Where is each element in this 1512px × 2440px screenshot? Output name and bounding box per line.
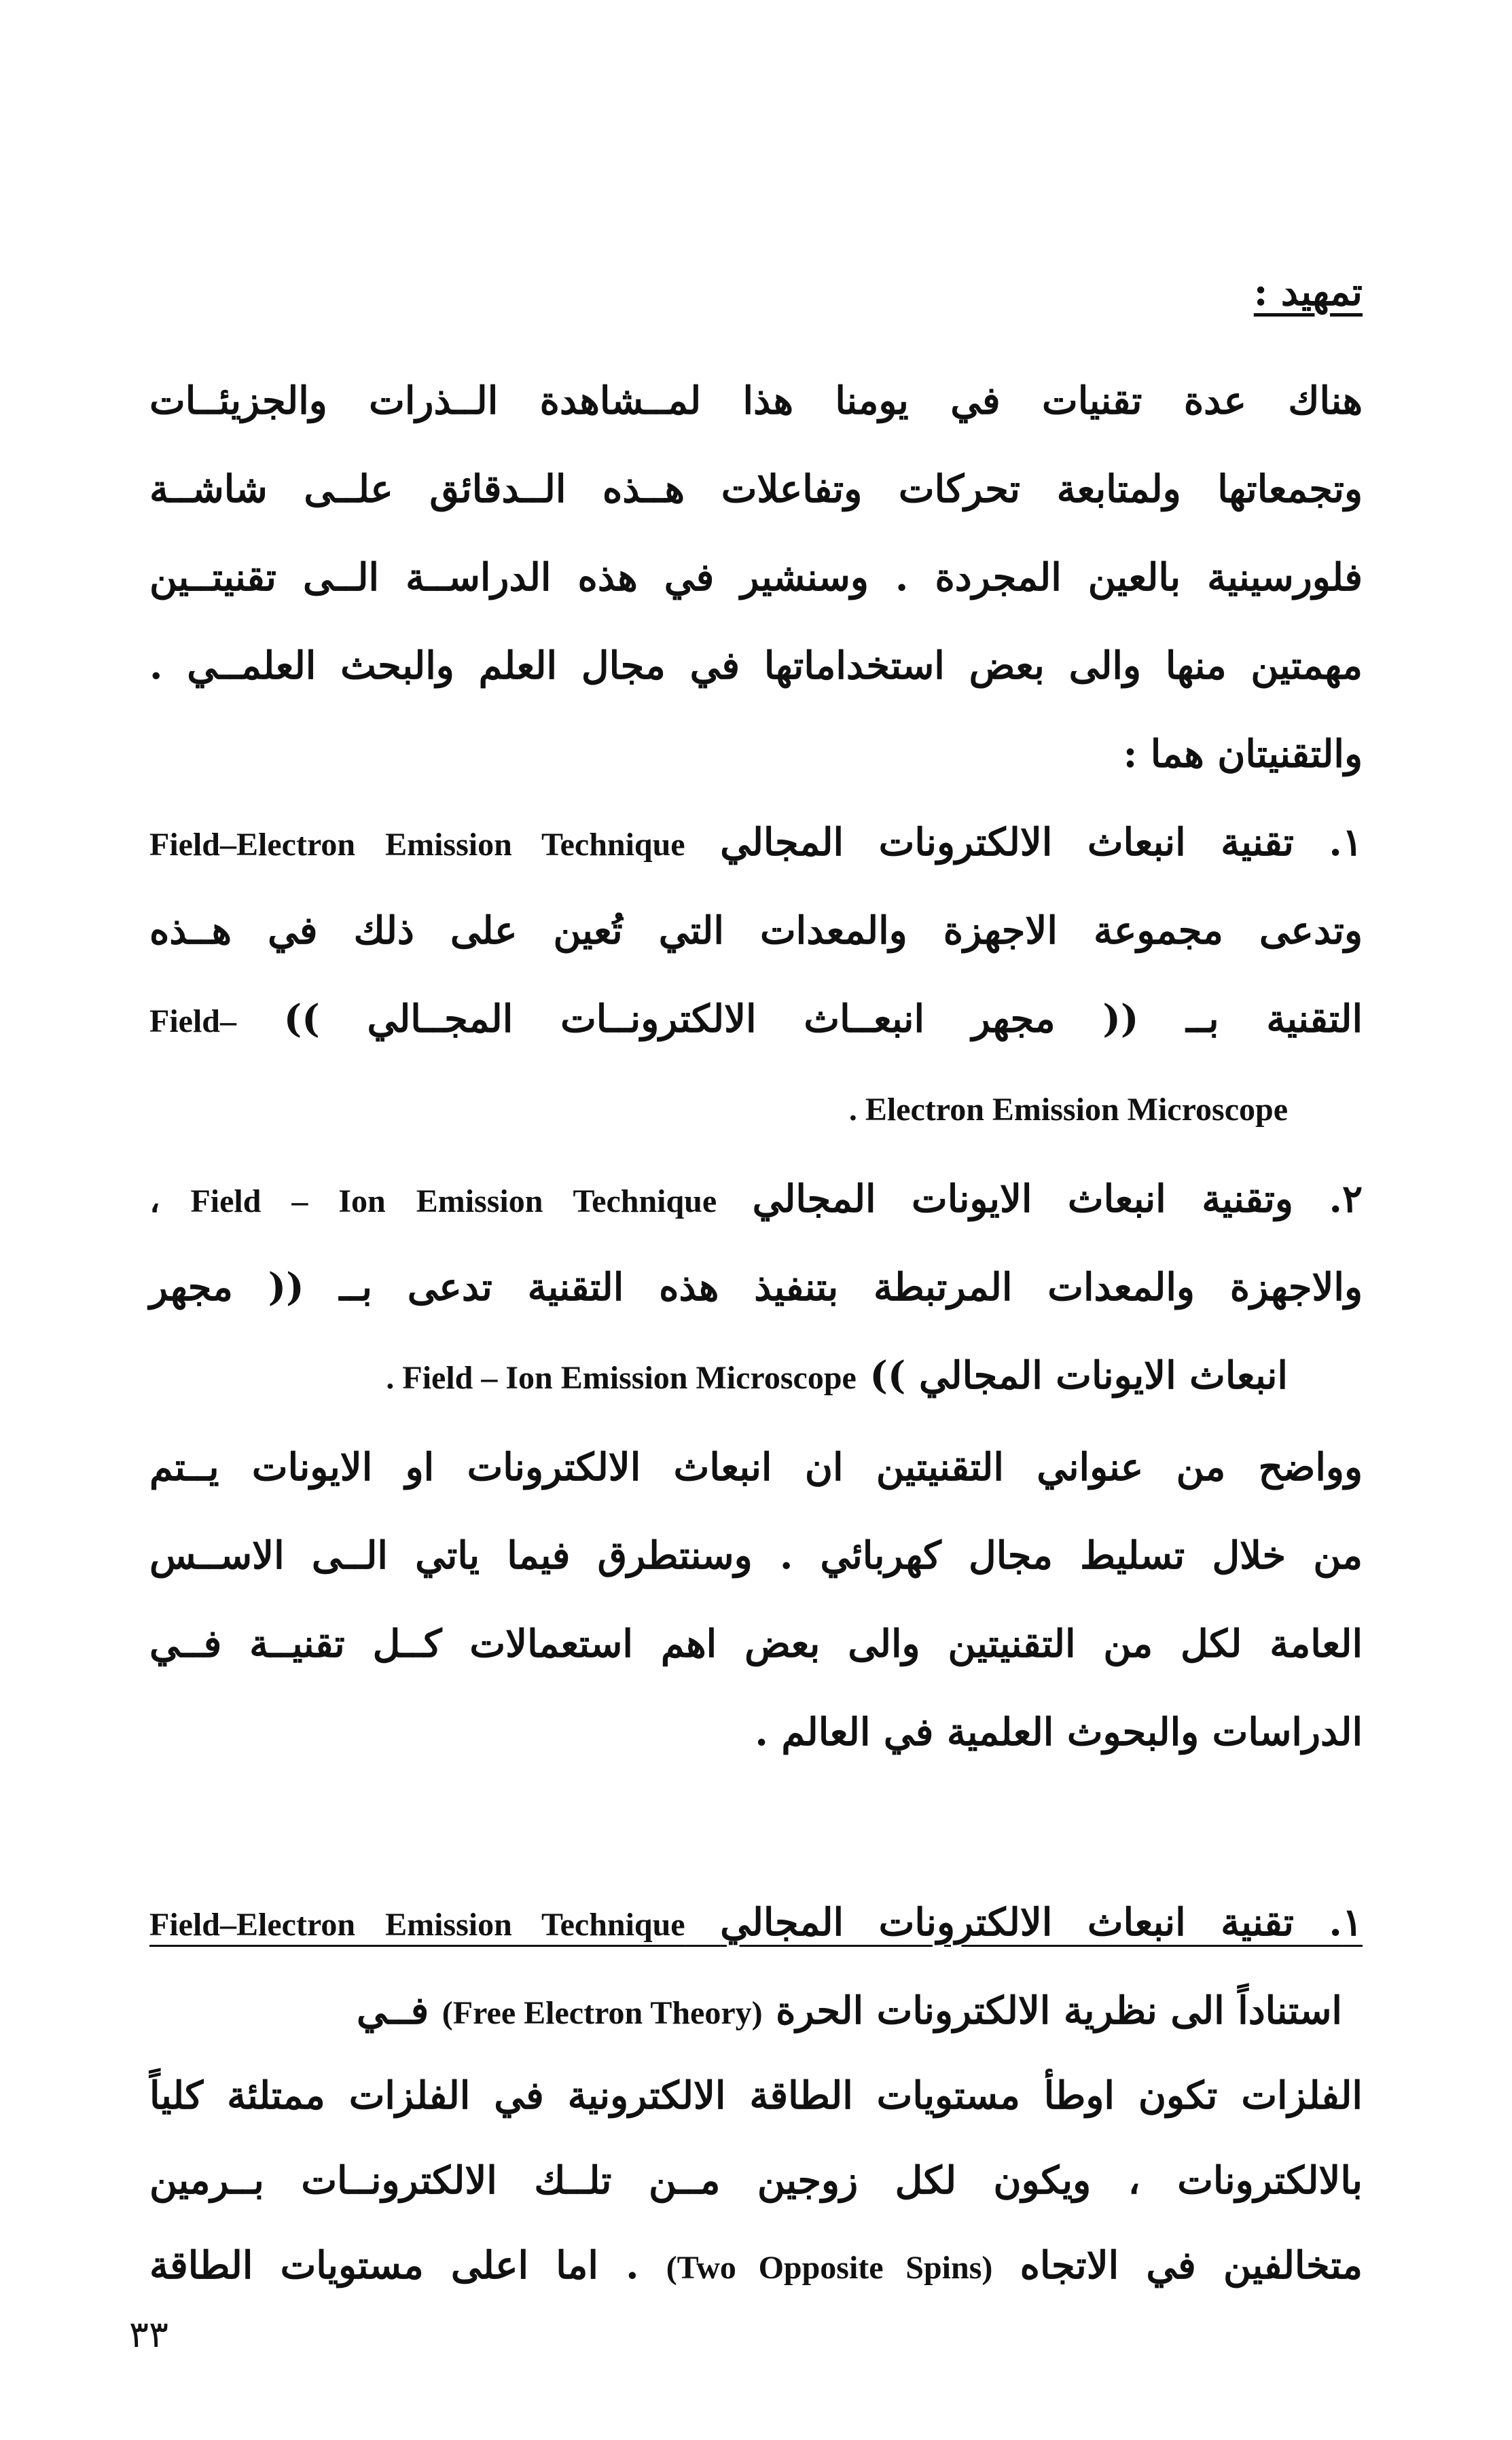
conclusion-line: وواضح من عنواني التقنيتين ان انبعاث الالكترونات او الايونات يــتم [149,1445,1363,1490]
item1-title: ١. تقنية انبعاث الالكترونات المجالي Field–Electron Emission Technique [149,820,1363,865]
item2-title: ٢. وتقنية انبعاث الايونات المجالي ، Field – Ion Emission Technique [149,1177,1363,1221]
item1-text-end: . Electron Emission Microscope [848,1092,1288,1128]
intro-line: وتجمعاتها ولمتابعة تحركات وتفاعلات هــذه الــدقائق علــى شاشــة [149,467,1363,512]
section-text: متخالفين في الاتجاه (Two Opposite Spins) . اما اعلى مستويات الطاقة [149,2243,1363,2288]
item1-text: وتدعى مجموعة الاجهزة والمعدات التي تُعين على ذلك في هــذه [149,908,1363,953]
conclusion-line: من خلال تسليط مجال كهربائي . وسنتطرق فيما ياتي الــى الاســس [149,1533,1363,1578]
page-number: ٣٣ [129,2313,169,2356]
conclusion-line: العامة لكل من التقنيتين والى بعض اهم استعمالات كــل تقنيــة فــي [149,1621,1363,1666]
section-text: الفلزات تكون اوطأ مستويات الطاقة الالكترونية في الفلزات ممتلئة كلياً [149,2073,1363,2118]
item1-text: التقنية بــ (( مجهر انبعــاث الالكترونــات المجــالي )) Field– [149,997,1363,1041]
intro-line: هناك عدة تقنيات في يومنا هذا لمــشاهدة الــذرات والجزيئــات [149,378,1363,423]
techniques-intro: والتقنيتان هما : [1123,732,1363,776]
section-text: بالالكترونات ، ويكون لكل زوجين مــن تلــك الالكترونــات بــرمين [149,2158,1363,2203]
conclusion-line: الدراسات والبحوث العلمية في العالم . [755,1710,1363,1755]
item2-text-end: انبعاث الايونات المجالي )) . Field – Ion Emission Microscope [386,1353,1288,1398]
item2-text: والاجهزة والمعدات المرتبطة بتنفيذ هذه التقنية تدعى بــ (( مجهر [149,1265,1363,1310]
intro-line: مهمتين منها والى بعض استخداماتها في مجال العلم والبحث العلمــي . [149,643,1363,688]
section-text: استناداً الى نظرية الالكترونات الحرة (Free Electron Theory) فــي [357,1988,1342,2033]
section-heading: ١. تقنية انبعاث الالكترونات المجالي Field–Electron Emission Technique [149,1900,1363,1945]
page-heading: تمهيد : [1253,270,1363,315]
intro-line: فلورسينية بالعين المجردة . وسنشير في هذه الدراســة الــى تقنيتــين [149,555,1363,600]
